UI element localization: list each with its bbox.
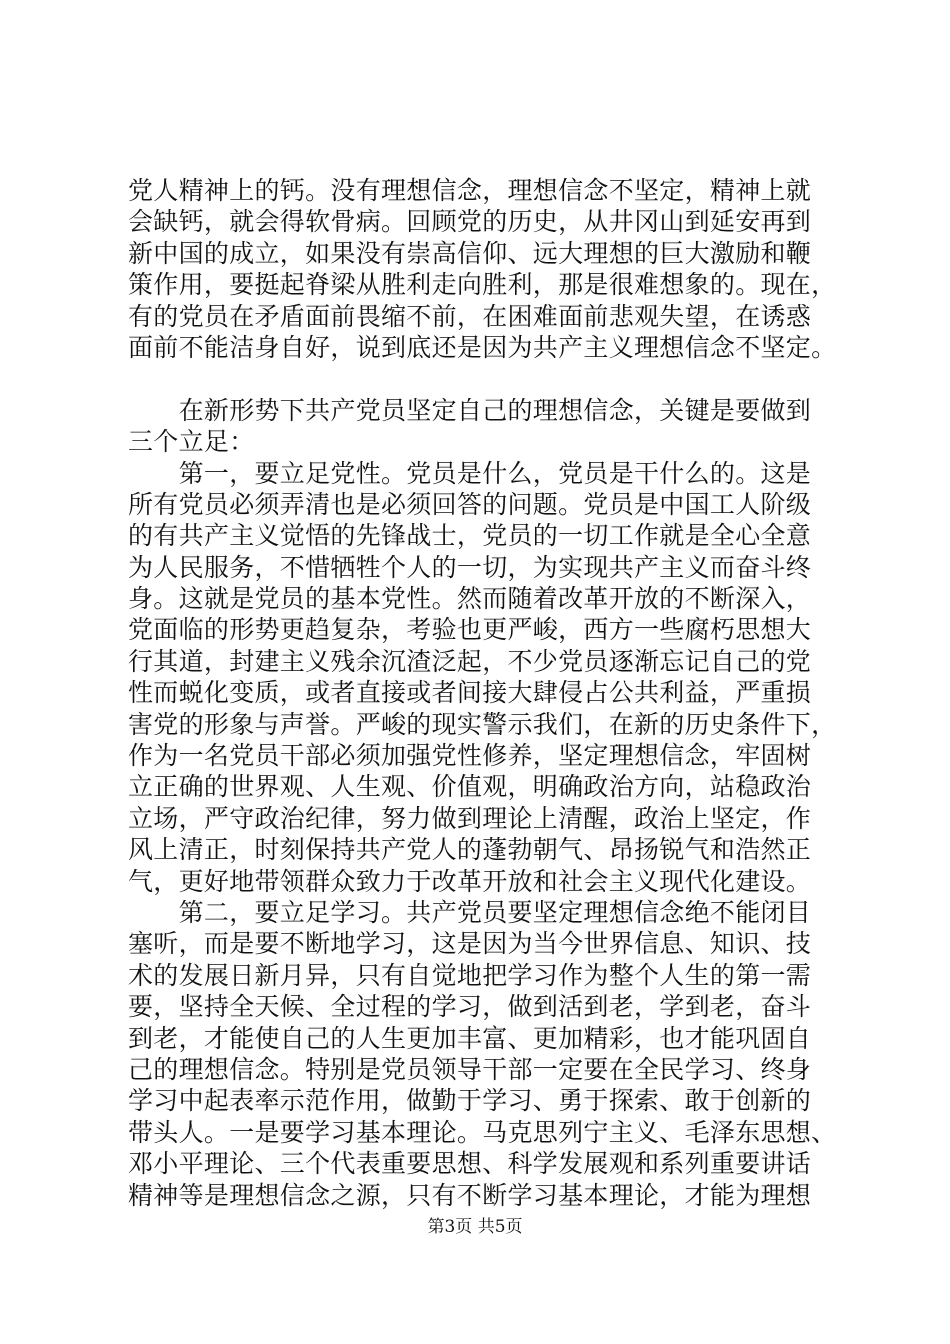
- text-line: 第一，要立足党性。党员是什么，党员是干什么的。这是: [128, 458, 812, 488]
- page-footer: 第3页 共5页: [427, 1217, 523, 1237]
- text-line: 为人民服务，不惜牺牲个人的一切，为实现共产主义而奋斗终: [128, 552, 812, 582]
- text-line: 性而蜕化变质，或者直接或者间接大肆侵占公共利益，严重损: [128, 678, 812, 708]
- document-body: [128, 175, 837, 1211]
- text-line: 带头人。一是要学习基本理论。马克思列宁主义、毛泽东思想、: [128, 1117, 837, 1147]
- text-line: 新中国的成立，如果没有崇高信仰、远大理想的巨大激励和鞭: [128, 238, 812, 268]
- text-line: 会缺钙，就会得软骨病。回顾党的历史，从井冈山到延安再到: [128, 207, 812, 237]
- text-line: 己的理想信念。特别是党员领导干部一定要在全民学习、终身: [128, 1054, 812, 1084]
- text-line: 邓小平理论、三个代表重要思想、科学发展观和系列重要讲话: [128, 1149, 812, 1179]
- text-line: 策作用，要挺起脊梁从胜利走向胜利，那是很难想象的。现在，: [128, 270, 837, 300]
- text-line: 所有党员必须弄清也是必须回答的问题。党员是中国工人阶级: [128, 489, 812, 519]
- text-line: 在新形势下共产党员坚定自己的理想信念，关键是要做到: [128, 395, 812, 425]
- text-line: 塞听，而是要不断地学习，这是因为当今世界信息、知识、技: [128, 929, 812, 959]
- text-line: 害党的形象与声誉。严峻的现实警示我们，在新的历史条件下，: [128, 709, 837, 739]
- text-line: 到老，才能使自己的人生更加丰富、更加精彩，也才能巩固自: [128, 1023, 812, 1053]
- text-line: 党面临的形势更趋复杂，考验也更严峻，西方一些腐朽思想大: [128, 615, 812, 645]
- text-line: 的有共产主义觉悟的先锋战士，党员的一切工作就是全心全意: [128, 521, 812, 551]
- text-line: 风上清正，时刻保持共产党人的蓬勃朝气、昂扬锐气和浩然正: [128, 835, 812, 865]
- text-line: 党人精神上的钙。没有理想信念，理想信念不坚定，精神上就: [128, 176, 812, 205]
- text-line: 行其道，封建主义残余沉渣泛起，不少党员逐渐忘记自己的党: [128, 646, 812, 676]
- text-line: 作为一名党员干部必须加强党性修养，坚定理想信念，牢固树: [128, 741, 812, 771]
- text-line: 立正确的世界观、人生观、价值观，明确政治方向，站稳政治: [128, 772, 812, 802]
- text-line: 三个立足：: [128, 427, 255, 457]
- text-line: 要，坚持全天候、全过程的学习，做到活到老，学到老，奋斗: [128, 992, 812, 1022]
- text-line: 面前不能洁身自好，说到底还是因为共产主义理想信念不坚定。: [128, 332, 837, 362]
- text-line: 第二，要立足学习。共产党员要坚定理想信念绝不能闭目: [128, 897, 812, 927]
- paragraph-gap: [128, 363, 828, 394]
- text-line: 立场，严守政治纪律，努力做到理论上清醒，政治上坚定，作: [128, 803, 812, 833]
- text-line: 身。这就是党员的基本党性。然而随着改革开放的不断深入，: [128, 584, 812, 614]
- text-line: 术的发展日新月异，只有自觉地把学习作为整个人生的第一需: [128, 960, 812, 990]
- text-line: 精神等是理想信念之源，只有不断学习基本理论，才能为理想: [128, 1180, 812, 1210]
- text-line: 有的党员在矛盾面前畏缩不前，在困难面前悲观失望，在诱惑: [128, 301, 812, 331]
- text-line: 学习中起表率示范作用，做勤于学习、勇于探索、敢于创新的: [128, 1086, 812, 1116]
- text-line: 气，更好地带领群众致力于改革开放和社会主义现代化建设。: [128, 866, 812, 896]
